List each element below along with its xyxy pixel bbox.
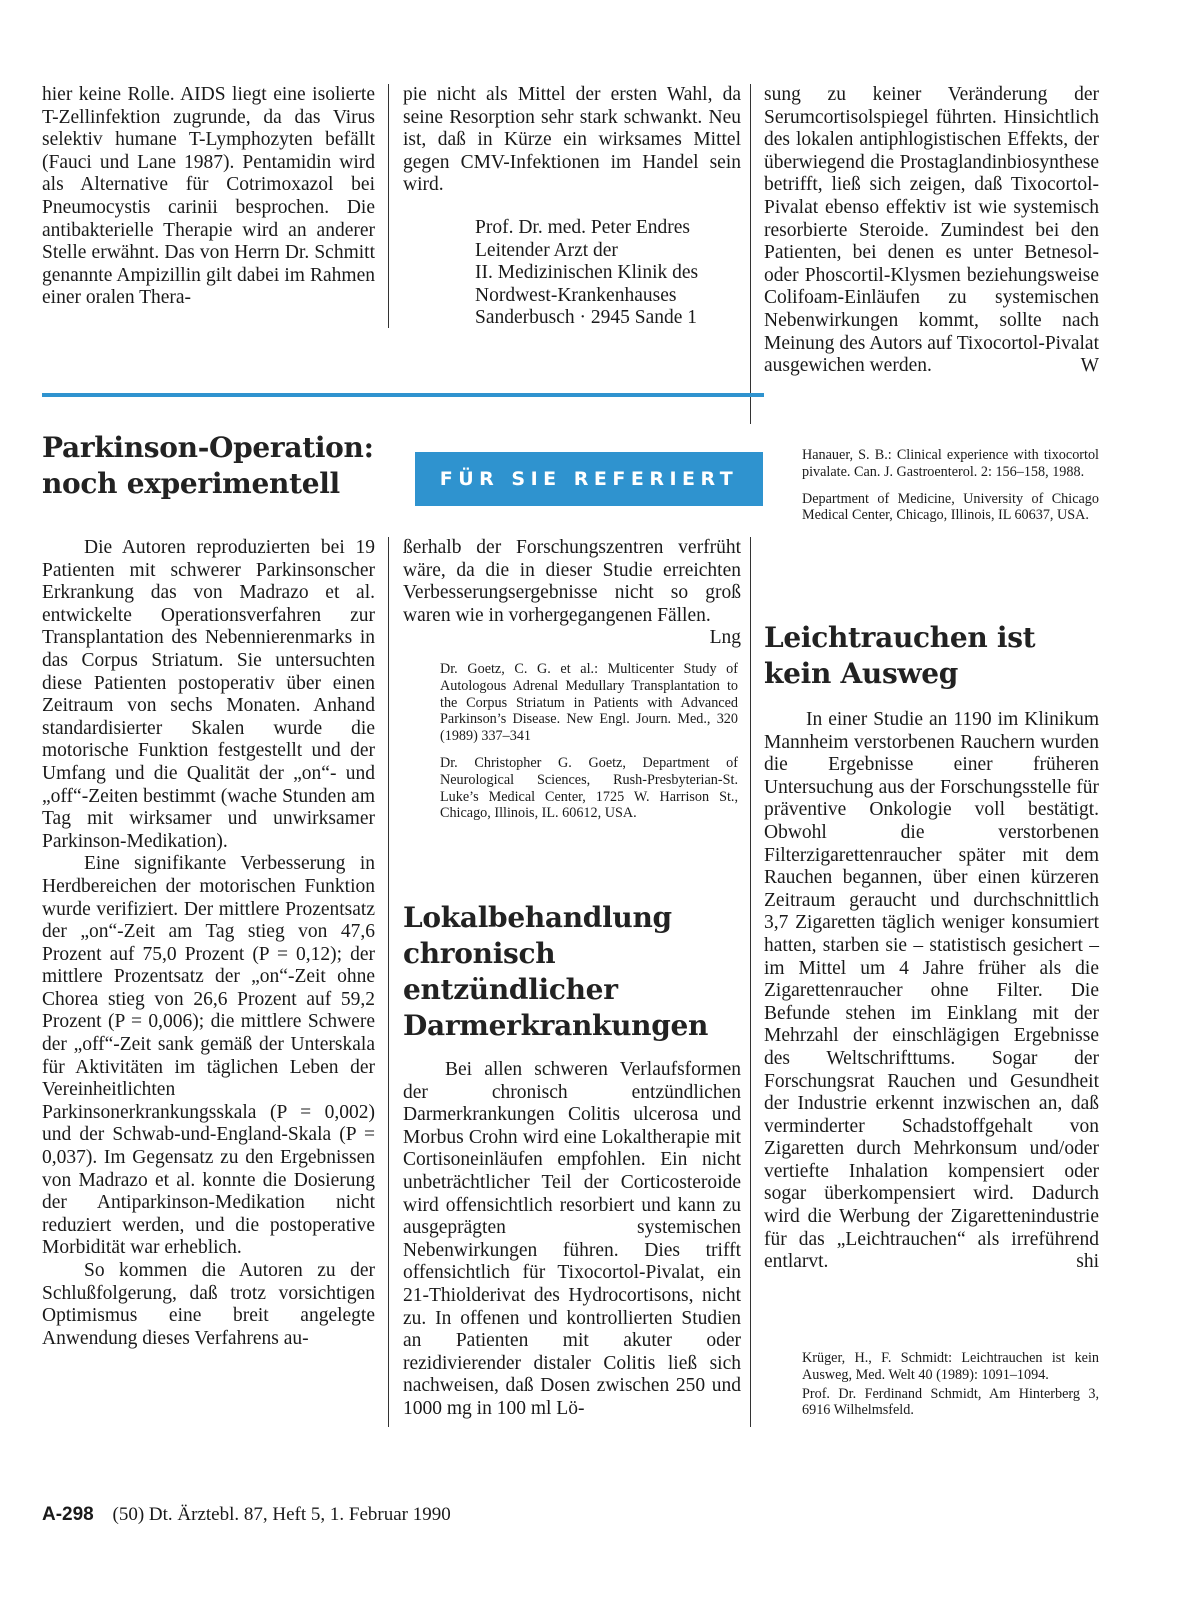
column-divider (388, 537, 389, 1427)
article2-body: Bei allen schweren Verlaufsformen der chronisch entzündlichen Darmerkrankungen Colitis ulcerosa und Morbus Crohn wird eine Lokaltherapie mit Cortisoneinläufen empfohlen. Ein nicht unbeträchtlicher Teil der Corticosteroide wird offensichtlich resorbiert und kann zu ausgeprägten systemischen Nebenwirkungen führen. Dies trifft offensichtlich für Tixocortol-Pivalat, ein 21-Thiolderivat des Hydrocortisons, nicht zu. In offenen und kontrollierten Studien an Patienten mit akuter oder rezidivierender distaler Colitis ließ sich nachweisen, daß Dosen zwischen 250 und 1000 mg in 100 ml Lö- (403, 1059, 741, 1419)
column-divider (750, 537, 751, 1427)
reference-block: Hanauer, S. B.: Clinical experience with tixocortol pivalate. Can. J. Gastroenterol. 2: 156–158, 1988. Department of Medicine, University of Chicago Medical Center, Chicago, Illinois, IL 60637, USA. (802, 447, 1099, 524)
article-author: shi (1076, 1251, 1099, 1273)
page-footer (42, 1504, 451, 1526)
article-author: W (1080, 355, 1099, 377)
journal-info: (50) Dt. Ärztebl. 87, Heft 5, 1. Februar 1990 (112, 1504, 451, 1525)
article1-body-continued: ßerhalb der Forschungszentren verfrüht wäre, da die in dieser Studie erreichten Verbesserungsergebnisse nicht so groß waren wie in vorhergegangenen Fällen. Lng (403, 537, 741, 649)
column2-top-text: pie nicht als Mittel der ersten Wahl, da seine Resorption sehr stark schwankt. Neu ist, daß in Kürze ein wirksames Mittel gegen CMV-Infektionen im Handel sein wird. (403, 84, 741, 196)
page-number: A-298 (42, 1504, 94, 1525)
article1-body: Die Autoren reproduzierten bei 19 Patienten mit schwerer Parkinsonscher Erkrankung das von Madrazo et al. entwickelte Operationsverfahren zur Transplantation des Nebennierenmarks in das Corpus Striatum. Sie untersuchten diese Patienten postoperativ über einen Zeitraum von sechs Monaten. Anhand standardisierter Skalen wurde die motorische Funktion festgestellt und der Umfang und die Qualität der „on“- und „off“-Zeiten bestimmt (wache Stunden am Tag mit wirksamer und unwirksamer Parkinson-Medikation). Eine signifikante Verbesserung in Herdbereichen der motorischen Funktion wurde verifiziert. Der mittlere Prozentsatz der „on“-Zeit am Tag stieg von 47,6 Prozent auf 75,0 Prozent (P = 0,12); der mittlere Prozentsatz der „on“-Zeit ohne Chorea stieg von 26,6 Prozent auf 59,2 Prozent (P = 0,006); die mittlere Schwere der „off“-Zeit sank gemäß der Unterskala für Aktivitäten im täglichen Leben der Vereinheitlichten Parkinsonerkrankungsskala (P = 0,002) und der Schwab-und-England-Skala (P = 0,037). Im Gegensatz zu den Ergebnissen von Madrazo et al. konnte die Dosierung der Antiparkinson-Medikation nicht reduziert werden, und die postoperative Morbidität war erheblich. So kommen die Autoren zu der Schlußfolgerung, daß trotz vorsichtigen Optimismus eine breit angelegte Anwendung dieses Verfahrens au- (42, 537, 375, 1349)
reference-block: Dr. Goetz, C. G. et al.: Multicenter Study of Autologous Adrenal Medullary Transplantation to the Corpus Striatum in Patients with Advanced Parkinson’s Disease. New Engl. Journ. Med., 320 (1989) 337–341 Dr. Christopher G. Goetz, Department of Neurological Sciences, Rush-Presbyterian-St. Luke’s Medical Center, 1725 W. Harrison St., Chicago, Illinois, IL. 60612, USA. (440, 661, 738, 822)
author-signature: Prof. Dr. med. Peter Endres Leitender Arzt der II. Medizinischen Klinik des Nordwest-Krankenhauses Sanderbusch · 2945 Sande 1 (475, 217, 699, 329)
section-badge: FÜR SIE REFERIERT (415, 452, 763, 506)
reference-block: Krüger, H., F. Schmidt: Leichtrauchen ist kein Ausweg, Med. Welt 40 (1989): 1091–1094. Prof. Dr. Ferdinand Schmidt, Am Hinterberg 3, 6916 Wilhelmsfeld. (802, 1350, 1099, 1419)
section-rule (42, 393, 764, 397)
article-author: Lng (709, 627, 741, 649)
article-title: Parkinson-Operation: noch experimentell (42, 431, 374, 500)
column-divider (750, 84, 751, 424)
column-divider (388, 84, 389, 328)
article-title: Leichtrauchen ist kein Ausweg (764, 621, 1036, 690)
article-title: Lokalbehandlung chronisch entzündlicher Darmerkrankungen (403, 901, 709, 1042)
column1-top-text: hier keine Rolle. AIDS liegt eine isolierte T-Zellinfektion zugrunde, da das Virus selektiv humane T-Lymphozyten befällt (Fauci und Lane 1987). Pentamidin wird als Alternative für Cotrimoxazol bei Pneumocystis carinii besprochen. Die antibakterielle Therapie wird an anderer Stelle erwähnt. Das von Herrn Dr. Schmitt genannte Ampizillin gilt dabei im Rahmen einer oralen Thera- (42, 84, 375, 309)
article3-body: In einer Studie an 1190 im Klinikum Mannheim verstorbenen Rauchern wurden die Ergebnisse einer früheren Untersuchung aus der Forschungsstelle für präventive Onkologie voll bestätigt. Obwohl die verstorbenen Filterzigarettenraucher später mit dem Rauchen begannen, über einen kürzeren Zeitraum geraucht und durchschnittlich 3,7 Zigaretten täglich weniger konsumiert hatten, starben sie – statistisch gesichert – im Mittel um 4 Jahre früher als die Zigarettenraucher ohne Filter. Die Befunde stehen im Einklang mit der Mehrzahl der einschlägigen Ergebnisse des Weltschrifttums. Sogar der Forschungsrat Rauchen und Gesundheit der Industrie erkennt inzwischen an, daß verminderter Schadstoffgehalt von Zigaretten durch Mehrkonsum und/oder vertiefte Inhalation kompensiert oder sogar überkompensiert wird. Dadurch wird die Werbung der Zigarettenindustrie für das „Leichtrauchen“ als irreführend entlarvt. shi (764, 709, 1099, 1273)
column3-top-text: sung zu keiner Veränderung der Serumcortisolspiegel führten. Hinsichtlich des lokalen antiphlogistischen Effekts, der überwiegend die Prostaglandinbiosynthese betrifft, ließ sich zeigen, daß Tixocortol-Pivalat ebenso effektiv ist wie systemisch resorbierte Steroide. Zumindest bei den Patienten, bei denen es unter Betnesol- oder Phoscortil-Klysmen beziehungsweise Colifoam-Einläufen zu systemischen Nebenwirkungen kommt, sollte nach Meinung des Autors auf Tixocortol-Pivalat ausgewichen werden. W (764, 84, 1099, 377)
